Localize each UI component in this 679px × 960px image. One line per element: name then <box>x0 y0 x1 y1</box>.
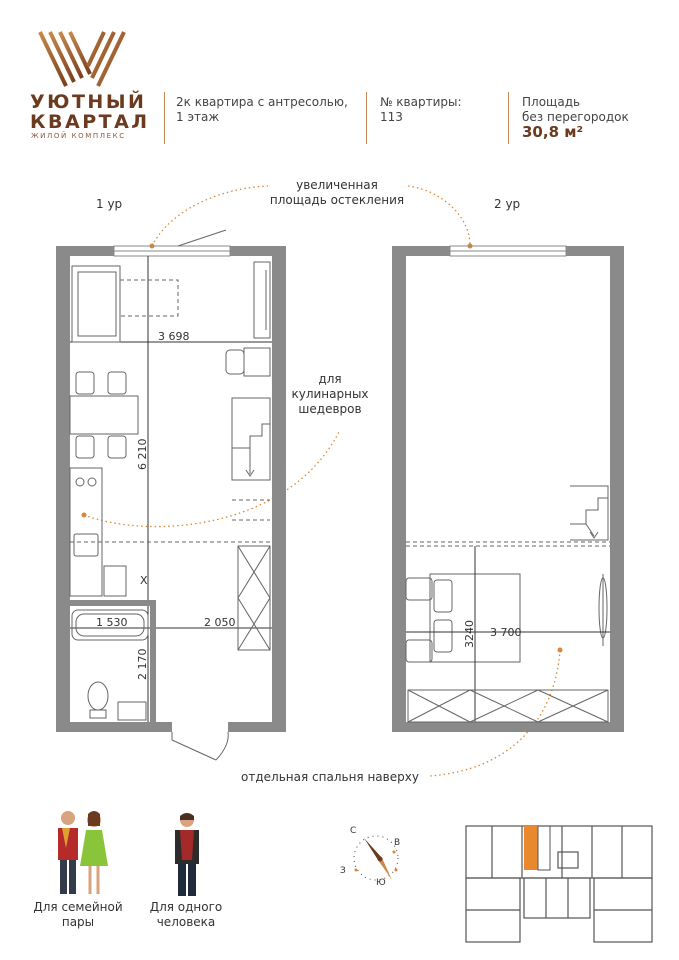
level-2-title: 2 ур <box>494 197 521 211</box>
area-value: 30,8 м² <box>522 123 584 141</box>
caption-single: Для одного человека <box>149 900 223 929</box>
caption-couple: Для семейной пары <box>33 900 123 929</box>
callout-kitchen: для кулинарных шедевров <box>291 372 369 416</box>
area-block: Площадь без перегородок 30,8 м² <box>522 95 629 141</box>
callout-glazing: увеличенная площадь остекления <box>269 178 405 207</box>
compass-west: З <box>340 866 346 876</box>
callout-line-bedroom <box>430 650 560 776</box>
dimension-label: 2 050 <box>204 616 236 629</box>
level-1-title: 1 ур <box>96 197 123 211</box>
dimension-label: 6 210 <box>136 438 149 470</box>
dimension-label: X <box>140 574 148 587</box>
callout-dot <box>558 648 563 653</box>
compass-icon <box>334 822 414 894</box>
compass-north: С <box>350 826 357 836</box>
apartment-number: № квартиры: 113 <box>380 95 462 124</box>
dimension-label: 3240 <box>463 620 476 648</box>
dimension-label: 3 700 <box>490 626 522 639</box>
person-icon <box>170 810 204 898</box>
callout-dot <box>82 513 87 518</box>
brand-subtitle: ЖИЛОЙ КОМПЛЕКС <box>31 132 126 140</box>
callout-line-glazing-left <box>152 186 268 246</box>
dimension-label: 3 698 <box>158 330 190 343</box>
compass-east: В <box>394 838 401 848</box>
level-2-plan <box>392 246 624 732</box>
couple-icon <box>48 808 118 898</box>
dimension-label: 2 170 <box>136 648 149 680</box>
brand-name: УЮТНЫЙ КВАРТАЛ <box>30 91 150 133</box>
compass-south: Ю <box>376 878 386 888</box>
level-1-plan <box>56 230 286 760</box>
callout-line-glazing-right <box>408 186 470 246</box>
apartment-type: 2к квартира с антресолью, 1 этаж <box>176 95 348 124</box>
callout-line-kitchen <box>84 430 340 527</box>
dimension-label: 1 530 <box>96 616 128 629</box>
building-key-plan <box>462 818 658 946</box>
callout-bedroom: отдельная спальня наверху <box>241 770 419 784</box>
